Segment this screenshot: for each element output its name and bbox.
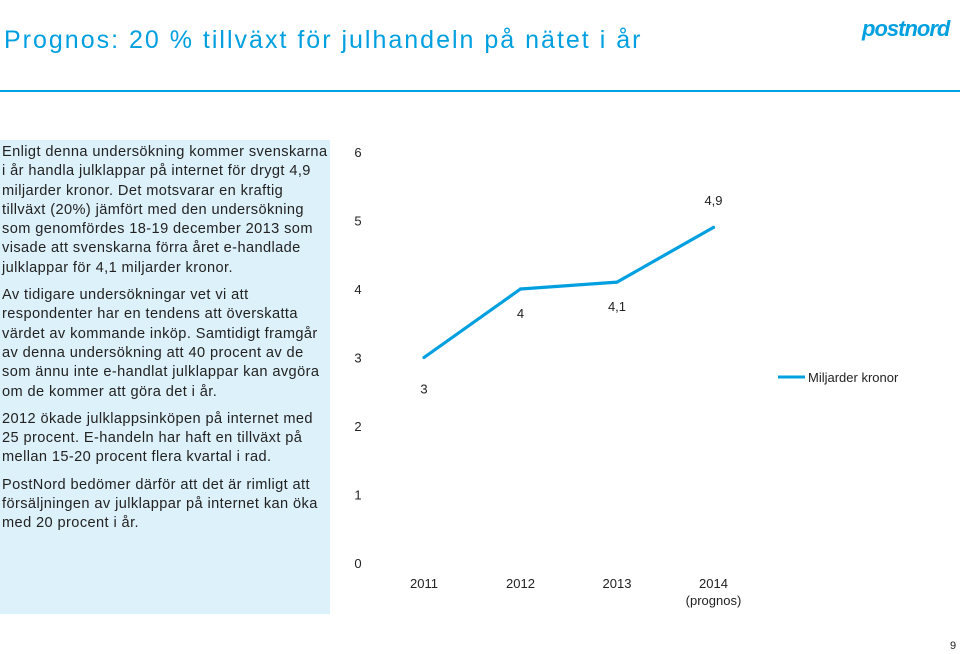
y-tick-label: 4 (354, 282, 362, 297)
y-tick-label: 5 (354, 213, 362, 229)
line-chart (330, 140, 950, 620)
data-label: 3 (420, 381, 428, 397)
page-title: Prognos: 20 % tillväxt för julhandeln på nätet i år (4, 26, 643, 54)
paragraph-1: Enligt denna undersökning kommer svenskarna i år handla julklappar på internet för drygt 4,9 miljarder kronor. Det motsvarar en kraftig tillväxt (20%) jämfört med den undersökning som genomfördes 18-19 december 2013 som visade att svenskarna förra året e-handlade julklappar för 4,1 miljarder kronor. (2, 144, 328, 276)
data-point (519, 287, 522, 290)
y-tick-label: 2 (354, 419, 362, 434)
postnord-logo: postnord (862, 16, 950, 41)
chart-series (422, 226, 715, 359)
data-point (615, 281, 618, 284)
y-tick-label: 6 (354, 145, 362, 160)
y-tick-label: 1 (354, 487, 362, 503)
x-tick-label: 2014 (prognos) (685, 576, 742, 608)
header-divider (0, 90, 960, 92)
paragraph-3: 2012 ökade julklappsinköpen på internet med 25 procent. E-handeln har haft en tillväxt på mellan 15-20 procent flera kvartal i rad. (2, 410, 313, 466)
paragraph-4: PostNord bedömer därför att det är rimligt att försäljningen av julklappar på internet kan öka med 20 procent i år. (2, 476, 318, 532)
paragraph-2: Av tidigare undersökningar vet vi att respondenter har en tendens att överskatta värdet av kommande inköp. Samtidigt framgår av denna undersökning att 40 procent av de som ännu inte e-handlat julklappar kan avgöra om de kommer att göra det i år. (2, 287, 320, 400)
series-line-miljarder-kronor (424, 227, 714, 357)
page-number: 9 (950, 640, 957, 652)
text-panel (0, 140, 330, 614)
y-tick-label: 0 (354, 556, 362, 571)
data-point (422, 356, 425, 359)
legend-label: Miljarder kronor (808, 370, 899, 385)
y-axis-ticks (354, 145, 361, 571)
data-label: 4 (516, 305, 525, 321)
data-label: 4,1 (607, 299, 627, 315)
x-tick-label: 2011 (410, 576, 438, 591)
data-point (712, 226, 715, 229)
data-label: 4,9 (704, 192, 723, 208)
x-tick-label: 2012 (506, 576, 535, 591)
chart-legend (778, 370, 899, 385)
y-tick-label: 3 (354, 350, 362, 366)
x-axis-ticks (410, 576, 741, 608)
data-labels (420, 193, 722, 396)
x-tick-label: 2013 (602, 576, 632, 591)
